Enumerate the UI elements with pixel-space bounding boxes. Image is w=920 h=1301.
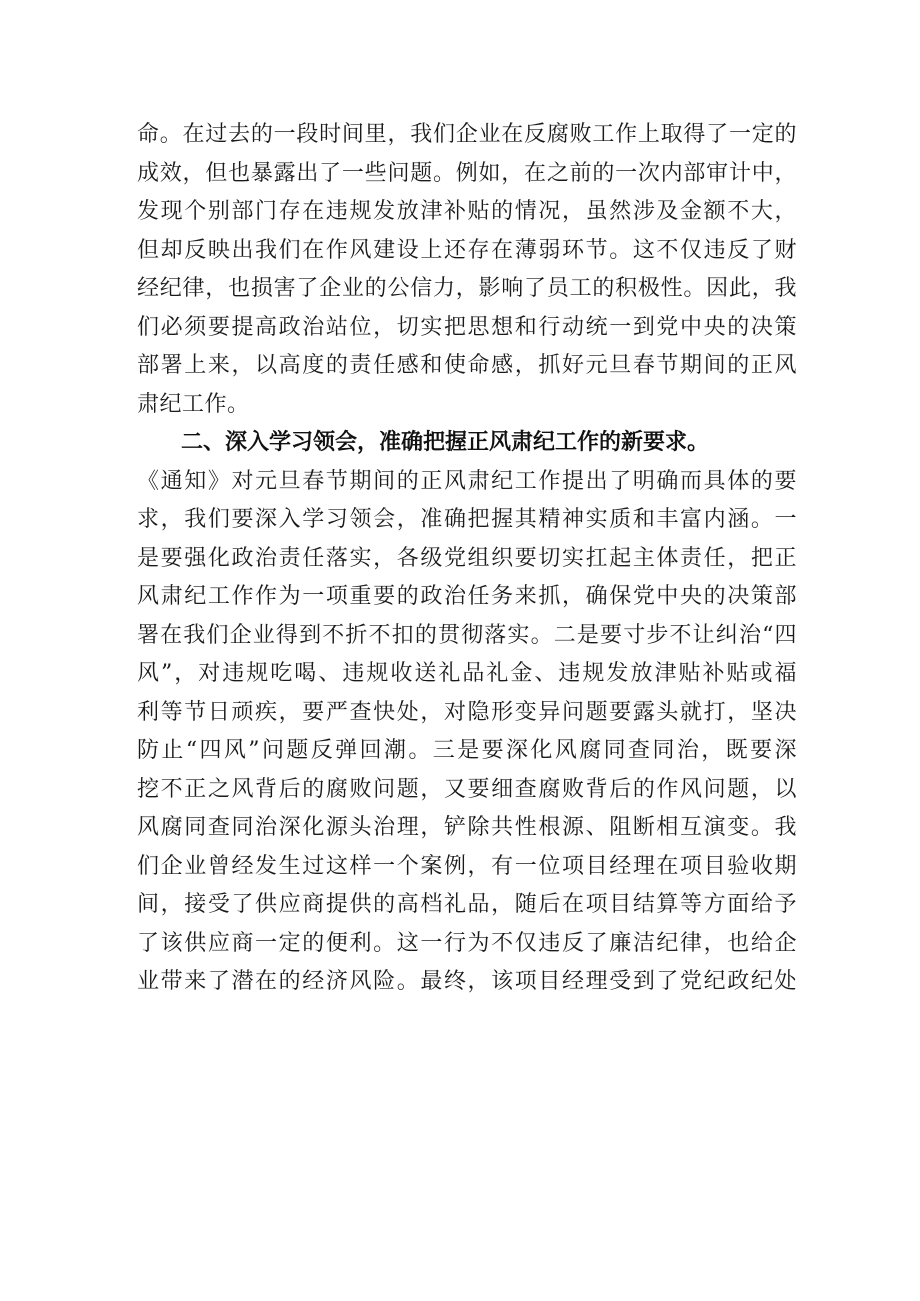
text-line: 风”，对违规吃喝、违规收送礼品礼金、违规发放津贴补贴或福 bbox=[137, 661, 797, 686]
text-line: 们企业曾经发生过这样一个案例，有一位项目经理在项目验收期 bbox=[137, 853, 797, 879]
text-line: 是要强化政治责任落实，各级党组织要切实扛起主体责任，把正 bbox=[137, 545, 797, 571]
text-line: 发现个别部门存在违规发放津补贴的情况，虽然涉及金额不大， bbox=[137, 199, 797, 224]
text-line: 经纪律，也损害了企业的公信力，影响了员工的积极性。因此，我 bbox=[137, 276, 797, 301]
text-line: 挖不正之风背后的腐败问题，又要细查腐败背后的作风问题，以 bbox=[137, 776, 797, 802]
text-line: 了该供应商一定的便利。这一行为不仅违反了廉洁纪律，也给企 bbox=[137, 930, 797, 956]
text-line: 肃纪工作。 bbox=[137, 391, 250, 417]
text-line: 《通知》对元旦春节期间的正风肃纪工作提出了明确而具体的要 bbox=[137, 468, 797, 494]
text-line: 们必须要提高政治站位，切实把思想和行动统一到党中央的决策 bbox=[137, 314, 797, 340]
text-line: 利等节日顽疾，要严查快处，对隐形变异问题要露头就打，坚决 bbox=[137, 699, 797, 725]
section-heading-2: 二、深入学习领会，准确把握正风肃纪工作的新要求。 bbox=[181, 430, 710, 455]
text-line: 但却反映出我们在作风建设上还存在薄弱环节。这不仅违反了财 bbox=[137, 237, 797, 263]
text-line: 间，接受了供应商提供的高档礼品，随后在项目结算等方面给予 bbox=[137, 892, 797, 917]
text-line: 成效，但也暴露出了一些问题。例如，在之前的一次内部审计中， bbox=[137, 160, 797, 186]
paragraph-2 bbox=[137, 463, 797, 1002]
text-line: 风腐同查同治深化源头治理，铲除共性根源、阻断相互演变。我 bbox=[137, 815, 797, 840]
paragraph-1 bbox=[137, 116, 797, 424]
text-line: 命。在过去的一段时间里，我们企业在反腐败工作上取得了一定的 bbox=[137, 122, 797, 147]
document-body bbox=[137, 116, 797, 1002]
text-line: 部署上来，以高度的责任感和使命感，抓好元旦春节期间的正风 bbox=[137, 353, 797, 378]
text-line: 署在我们企业得到不折不扣的贯彻落实。二是要寸步不让纠治“四 bbox=[137, 622, 797, 648]
text-line: 业带来了潜在的经济风险。最终，该项目经理受到了党纪政纪处 bbox=[137, 969, 797, 994]
text-line: 防止“四风”问题反弹回潮。三是要深化风腐同查同治，既要深 bbox=[137, 738, 797, 763]
text-line: 求，我们要深入学习领会，准确把握其精神实质和丰富内涵。一 bbox=[137, 507, 797, 532]
text-line: 风肃纪工作作为一项重要的政治任务来抓，确保党中央的决策部 bbox=[137, 584, 797, 609]
